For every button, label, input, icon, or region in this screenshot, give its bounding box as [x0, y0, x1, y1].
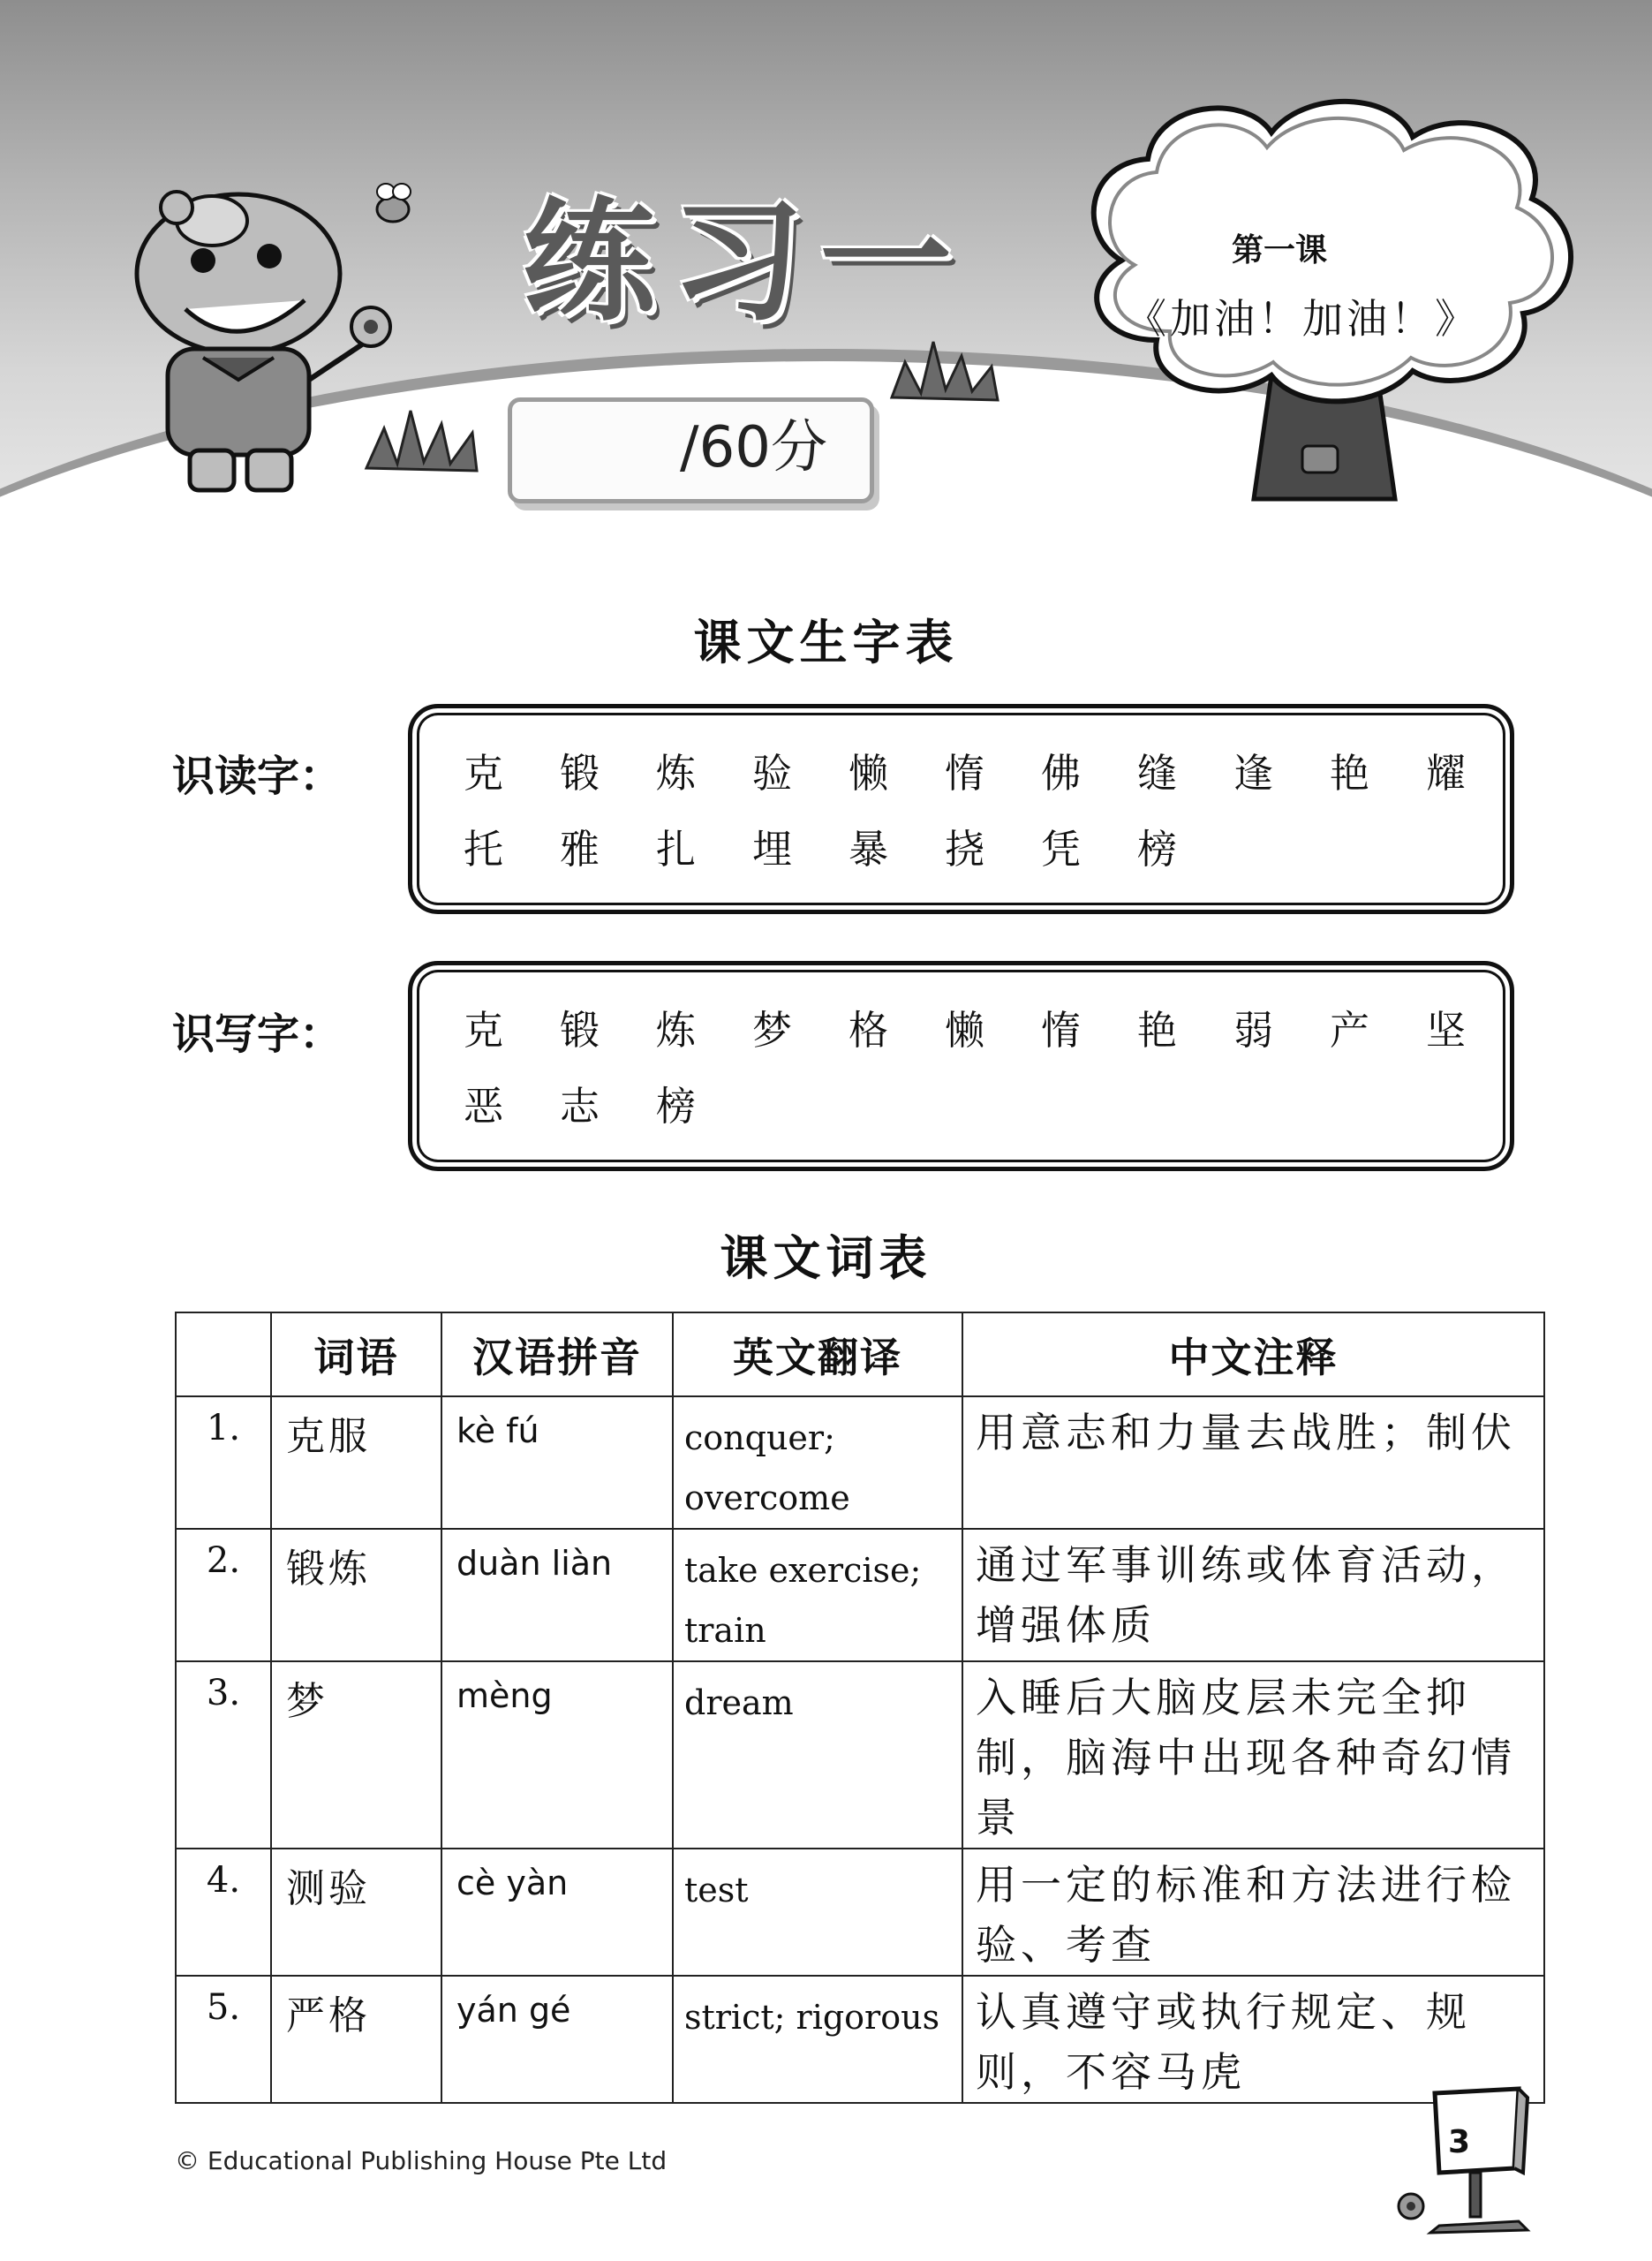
write-char: 炼	[656, 1006, 697, 1054]
row-meaning	[962, 1661, 1544, 1849]
row-english	[673, 1976, 962, 2103]
read-char: 暴	[849, 825, 889, 873]
copyright-footer: © Educational Publishing House Pte Ltd	[175, 2146, 668, 2175]
write-chars-box	[408, 961, 1514, 1171]
write-char: 艳	[1137, 1006, 1178, 1054]
row-english	[673, 1849, 962, 1976]
meaning-line: 认真遵守或执行规定、规	[976, 1988, 1471, 2036]
english-line: strict; rigorous	[684, 1998, 940, 2037]
row-number: 5.	[176, 1976, 271, 2103]
meaning-line: 用一定的标准和方法进行检	[976, 1861, 1516, 1909]
page-title: 练习一	[523, 185, 969, 339]
write-char: 锻	[560, 1006, 600, 1054]
row-word: 严格	[271, 1976, 441, 2103]
write-char: 惰	[1041, 1006, 1082, 1054]
row-number: 3.	[176, 1661, 271, 1849]
score-total: /60分	[680, 415, 827, 480]
meaning-line: 则，不容马虎	[976, 2048, 1246, 2096]
read-char: 佛	[1041, 749, 1082, 797]
row-number: 4.	[176, 1849, 271, 1976]
english-line: train	[684, 1611, 766, 1650]
table-header-row	[176, 1312, 1544, 1396]
read-chars-row	[464, 807, 1475, 883]
vocab-table-title: 课文词表	[720, 1230, 932, 1286]
row-number: 1.	[176, 1396, 271, 1529]
meaning-line: 景	[976, 1794, 1021, 1841]
row-pinyin: cè yàn	[441, 1849, 673, 1976]
row-meaning	[962, 1396, 1544, 1529]
row-word: 锻炼	[271, 1529, 441, 1661]
read-chars-label: 识读字：	[172, 752, 343, 801]
table-row	[176, 1976, 1544, 2103]
write-char: 格	[849, 1006, 889, 1054]
write-char: 梦	[752, 1006, 793, 1054]
read-char: 雅	[560, 825, 600, 873]
read-char: 托	[464, 825, 504, 873]
write-char: 恶	[464, 1082, 504, 1130]
lesson-number: 第一课	[1232, 232, 1328, 268]
row-word: 克服	[271, 1396, 441, 1529]
row-meaning	[962, 1849, 1544, 1976]
write-char: 榜	[656, 1082, 697, 1130]
read-char: 炼	[656, 749, 697, 797]
lesson-title: 《加油！加油！》	[1126, 295, 1479, 343]
read-char: 凭	[1041, 825, 1082, 873]
row-pinyin: duàn liàn	[441, 1529, 673, 1661]
read-chars-row	[464, 731, 1475, 807]
row-meaning	[962, 1529, 1544, 1661]
row-pinyin: mèng	[441, 1661, 673, 1849]
english-line: take exercise;	[684, 1551, 922, 1590]
read-char: 缝	[1137, 749, 1178, 797]
row-number: 2.	[176, 1529, 271, 1661]
header-meaning: 中文注释	[962, 1312, 1544, 1396]
header-pinyin: 汉语拼音	[441, 1312, 673, 1396]
read-chars-box	[408, 704, 1514, 914]
char-table-title: 课文生字表	[693, 615, 959, 670]
write-char: 弱	[1233, 1006, 1274, 1054]
write-char: 懒	[945, 1006, 985, 1054]
meaning-line: 用意志和力量去战胜；制伏	[976, 1409, 1516, 1456]
header-english: 英文翻译	[673, 1312, 962, 1396]
read-char: 扎	[656, 825, 697, 873]
read-char: 艳	[1330, 749, 1370, 797]
read-char: 耀	[1426, 749, 1467, 797]
header-word: 词语	[271, 1312, 441, 1396]
english-line: conquer;	[684, 1418, 835, 1457]
read-char: 懒	[849, 749, 889, 797]
read-char: 榜	[1137, 825, 1178, 873]
row-pinyin: yán gé	[441, 1976, 673, 2103]
row-english	[673, 1661, 962, 1849]
row-word: 测验	[271, 1849, 441, 1976]
read-char: 埋	[752, 825, 793, 873]
header-num	[176, 1312, 271, 1396]
english-line: overcome	[684, 1478, 850, 1517]
write-chars-row	[464, 988, 1475, 1064]
meaning-line: 入睡后大脑皮层未完全抑	[976, 1674, 1471, 1721]
table-row	[176, 1849, 1544, 1976]
row-english	[673, 1529, 962, 1661]
row-pinyin: kè fú	[441, 1396, 673, 1529]
write-chars-label: 识写字：	[172, 1010, 343, 1059]
write-char: 坚	[1426, 1006, 1467, 1054]
meaning-line: 增强体质	[976, 1601, 1156, 1649]
table-row	[176, 1661, 1544, 1849]
meaning-line: 验、考查	[976, 1921, 1156, 1969]
english-line: test	[684, 1871, 749, 1909]
read-char: 锻	[560, 749, 600, 797]
row-english	[673, 1396, 962, 1529]
read-char: 验	[752, 749, 793, 797]
read-char: 克	[464, 749, 504, 797]
write-char: 产	[1330, 1006, 1370, 1054]
write-char: 克	[464, 1006, 504, 1054]
page-number: 3	[1448, 2124, 1471, 2160]
read-char: 逢	[1233, 749, 1274, 797]
write-chars-row	[464, 1064, 1475, 1140]
read-char: 挠	[945, 825, 985, 873]
table-row	[176, 1529, 1544, 1661]
bee-icon	[366, 181, 419, 230]
vocab-table	[175, 1312, 1545, 2104]
table-row	[176, 1396, 1544, 1529]
meaning-line: 通过军事训练或体育活动，	[976, 1541, 1516, 1589]
meaning-line: 制，脑海中出现各种奇幻情	[976, 1734, 1516, 1781]
row-word: 梦	[271, 1661, 441, 1849]
read-char: 惰	[945, 749, 985, 797]
write-char: 志	[560, 1082, 600, 1130]
english-line: dream	[684, 1683, 794, 1722]
